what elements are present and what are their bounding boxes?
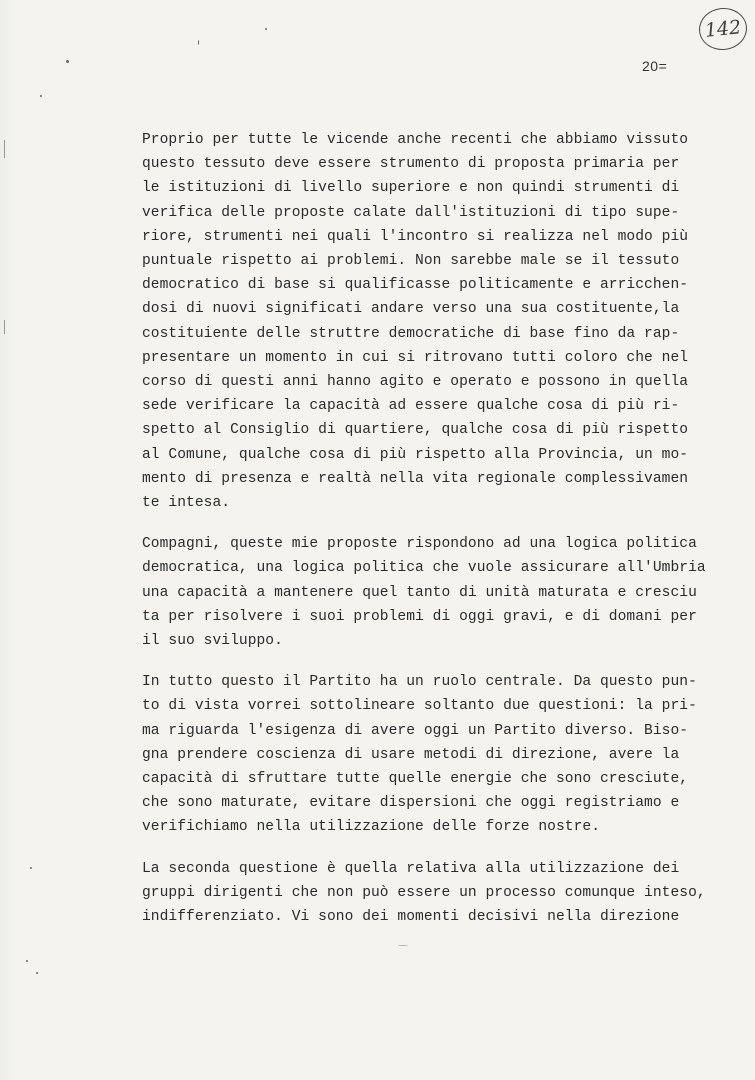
text-line: indifferenziato. Vi sono dei momenti decisivi nella direzione <box>142 909 680 926</box>
scan-edge-mark <box>4 320 5 334</box>
text-line: puntuale rispetto ai problemi. Non sarebbe male se il tessuto <box>142 253 680 270</box>
text-line: spetto al Consiglio di quartiere, qualche cosa di più rispetto <box>142 422 689 439</box>
scan-edge-mark <box>4 140 5 158</box>
text-line: Proprio per tutte le vicende anche recenti che abbiamo vissuto <box>142 132 689 148</box>
scan-speck <box>30 867 32 869</box>
page-number: 20= <box>642 58 668 74</box>
text-line: gna prendere coscienza di usare metodi di direzione, avere la <box>142 746 680 763</box>
text-line: to di vista vorrei sottolineare soltanto due questioni: la pri- <box>142 698 697 715</box>
text-line: Compagni, queste mie proposte rispondono ad una logica politica <box>142 536 697 553</box>
text-line: sede verificare la capacità ad essere qualche cosa di più ri- <box>142 398 680 415</box>
text-line: ta per risolvere i suoi problemi di oggi gravi, e di domani per <box>142 608 697 625</box>
text-line: te intesa. <box>142 495 231 512</box>
text-line: gruppi dirigenti che non può essere un processo comunque inteso, <box>142 884 706 901</box>
text-line: presentare un momento in cui si ritrovano tutti coloro che nel <box>142 349 689 366</box>
text-line: al Comune, qualche cosa di più rispetto alla Provincia, un mo- <box>142 446 689 463</box>
text-line: corso di questi anni hanno agito e operato e possono in quella <box>142 374 689 391</box>
paragraph-2 <box>142 532 742 653</box>
text-line: In tutto questo il Partito ha un ruolo centrale. Da questo pun- <box>142 674 697 691</box>
text-line: una capacità a mantenere quel tanto di unità maturata e cresciu <box>142 584 697 601</box>
typewritten-body <box>142 128 742 946</box>
text-line: dosi di nuovi significati andare verso una sua costituente,la <box>142 301 680 318</box>
paragraph-1 <box>142 128 742 515</box>
scan-speck <box>36 972 38 974</box>
scan-speck <box>265 28 267 30</box>
text-line: verifica delle proposte calate dall'istituzioni di tipo supe- <box>142 204 680 221</box>
text-line: La seconda questione è quella relativa alla utilizzazione dei <box>142 860 680 877</box>
text-line: democratico di base si qualificasse politicamente e arricchen- <box>142 277 689 294</box>
text-line: che sono maturate, evitare dispersioni che oggi registriamo e <box>142 795 680 812</box>
text-line: verifichiamo nella utilizzazione delle forze nostre. <box>142 819 600 836</box>
text-line: democratica, una logica politica che vuole assicurare all'Umbria <box>142 560 706 577</box>
scan-speck <box>26 960 28 962</box>
paragraph-3 <box>142 670 742 839</box>
text-line: riore, strumenti nei quali l'incontro si realizza nel modo più <box>142 228 689 245</box>
scan-speck <box>198 40 199 45</box>
scan-speck <box>40 95 42 97</box>
text-line: il suo sviluppo. <box>142 633 283 650</box>
text-line: mento di presenza e realtà nella vita regionale complessivamen <box>142 470 689 487</box>
scan-speck <box>66 60 69 63</box>
text-line: capacità di sfruttare tutte quelle energie che sono cresciute, <box>142 771 689 788</box>
text-line: questo tessuto deve essere strumento di proposta primaria per <box>142 156 680 173</box>
paragraph-4 <box>142 857 742 930</box>
archive-number-stamp: 142 <box>697 6 749 53</box>
text-line: costituiente delle struttre democratiche di base fino da rap- <box>142 325 680 342</box>
text-line: ma riguarda l'esigenza di avere oggi un Partito diverso. Biso- <box>142 722 689 739</box>
text-line: le istituzioni di livello superiore e non quindi strumenti di <box>142 180 680 197</box>
